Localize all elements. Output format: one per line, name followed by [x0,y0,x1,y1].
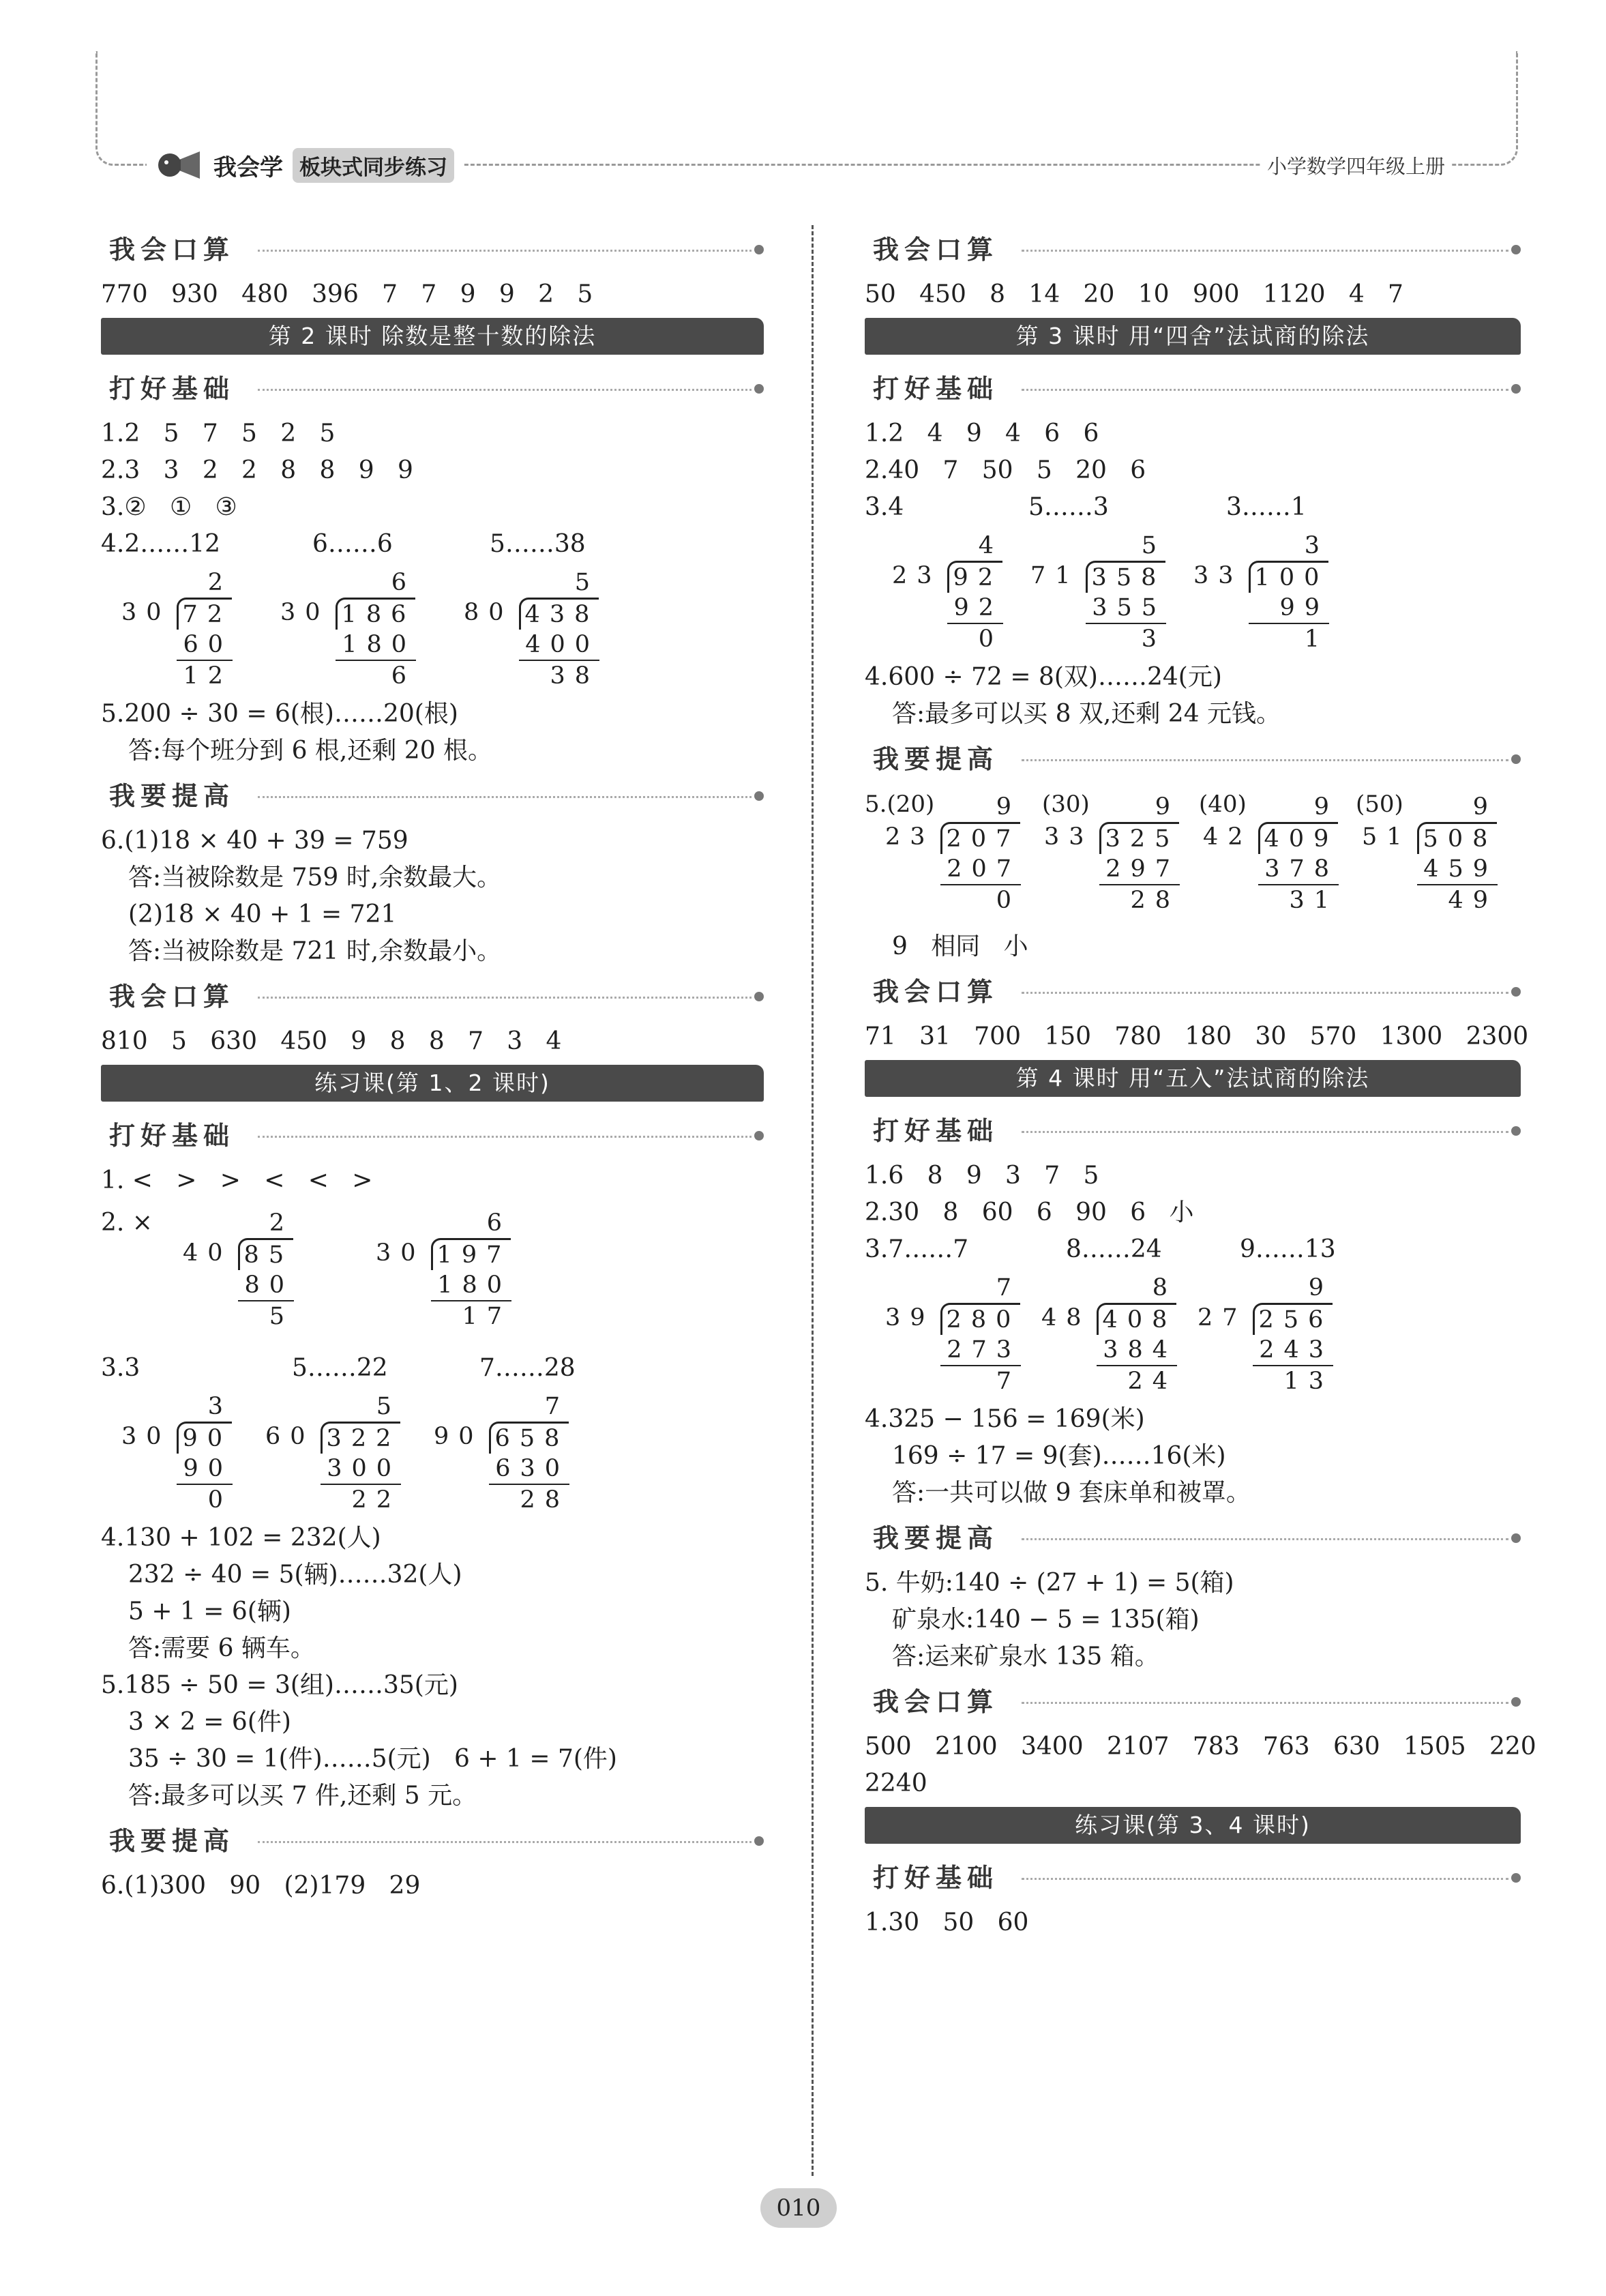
section-oral: 我会口算 [865,970,1521,1014]
subtrahend: 630 [489,1454,569,1485]
answer-line: 35 ÷ 30 = 1(件)……5(元) 6 + 1 = 7(件) [128,1745,617,1773]
long-division [265,1392,401,1515]
section-improve: 我要提高 [101,774,764,818]
column-divider [812,225,814,2176]
divisor: 80 [464,599,514,626]
answer-label: 6……6 [312,530,393,558]
answer-line: 770 930 480 396 7 7 9 9 2 5 [101,280,593,308]
subtrahend: 355 [1086,593,1166,624]
long-division [885,1273,1021,1396]
quotient: 3 [1304,532,1329,559]
divisor-dividend-row [464,598,599,630]
answer-line: 9 相同 小 [892,932,1028,960]
divisor-dividend-row [280,598,416,630]
divisor-dividend-row [1030,561,1166,593]
long-division [1044,792,1180,915]
remainder: 12 [183,662,233,690]
section-oral: 我会口算 [865,1680,1521,1724]
brand-tag: 板块式同步练习 [293,148,454,183]
lesson-bar: 第 2 课时 除数是整十数的除法 [101,318,764,355]
answer-line: 1.30 50 60 [865,1909,1029,1937]
dividend: 186 [336,598,416,630]
practice-bar: 练习课(第 1、2 课时) [101,1065,764,1102]
remainder: 6 [391,662,416,690]
subtrahend: 92 [947,593,1003,624]
remainder: 49 [1448,887,1498,914]
dividend: 322 [321,1422,401,1454]
section-improve: 我要提高 [865,1516,1521,1560]
remainder: 3 [1141,625,1166,653]
answer-line: 答:运来矿泉水 135 箱。 [892,1643,1159,1671]
dividend: 92 [947,561,1003,593]
divisor: 23 [892,562,942,589]
division-group [865,785,1521,924]
subtrahend: 300 [321,1454,401,1485]
long-division [280,568,416,691]
answer-label: 5……3 [1028,493,1109,521]
practice-bar: 练习课(第 3、4 课时) [865,1807,1521,1844]
subtrahend: 80 [238,1270,294,1301]
quotient: 8 [1152,1274,1177,1301]
divisor-dividend-row [885,1303,1021,1335]
subtrahend: 207 [940,854,1021,885]
answer-labels [101,531,764,558]
remainder: 5 [269,1303,294,1330]
section-basics: 打好基础 [865,1856,1521,1900]
divisor-dividend-row [1198,1303,1333,1335]
quotient: 6 [486,1209,511,1237]
section-basics: 打好基础 [865,1109,1521,1153]
answer-label: 3.4 [865,493,904,521]
divisor-dividend-row [121,1422,233,1454]
divisor: 90 [434,1423,484,1450]
remainder: 38 [550,662,599,690]
answer-line: 6.(1)300 90 (2)179 29 [101,1872,421,1900]
divisor-dividend-row [892,561,1003,593]
answer-line: 2.3 3 2 2 8 8 9 9 [101,456,413,484]
remainder: 13 [1283,1368,1333,1395]
divisor: 71 [1030,562,1080,589]
answer-labels [865,1236,1521,1263]
divisor: 60 [265,1423,315,1450]
long-division-row [162,1208,511,1331]
answer-label: (50) [1356,791,1403,818]
long-division [1193,531,1329,654]
remainder: 7 [996,1368,1021,1395]
right-column [865,225,1536,1946]
quotient: 4 [978,532,1003,559]
long-division [1362,792,1498,915]
answer-labels [101,1355,764,1382]
answer-label: 3……1 [1226,493,1307,521]
dividend: 72 [177,598,233,630]
left-column [101,225,764,1909]
remainder: 1 [1304,625,1329,653]
subtrahend: 99 [1249,593,1329,624]
divisor-dividend-row [1362,822,1498,854]
answer-line: 3 × 2 = 6(件) [128,1708,291,1736]
answer-line: 答:当被除数是 759 时,余数最大。 [128,864,502,892]
section-oral: 我会口算 [101,228,764,271]
divisor: 33 [1193,562,1243,589]
dividend: 197 [431,1238,511,1270]
answer-line: 5 + 1 = 6(辆) [128,1598,291,1625]
long-division [183,1208,294,1331]
remainder: 22 [351,1486,401,1514]
answer-label: 3.3 [101,1354,140,1382]
answer-line: 50 450 8 14 20 10 900 1120 4 7 [865,280,1403,308]
quotient: 6 [391,569,416,596]
answer-line: 答:每个班分到 6 根,还剩 20 根。 [128,737,493,765]
quotient: 7 [996,1274,1021,1301]
answer-label: 4.2……12 [101,530,221,558]
remainder: 17 [462,1303,511,1330]
answer-line: 2.30 8 60 6 90 6 小 [865,1198,1194,1226]
division-group [101,1204,764,1340]
subtrahend: 273 [940,1335,1021,1366]
answer-line: 71 31 700 150 780 180 30 570 1300 2300 [865,1022,1529,1050]
dividend: 358 [1086,561,1166,593]
quotient: 9 [1308,1274,1333,1301]
quotient: 5 [376,1393,401,1420]
answer-line: 答:当被除数是 721 时,余数最小。 [128,937,502,965]
long-division [892,531,1003,654]
answer-line: 810 5 630 450 9 8 8 7 3 4 [101,1027,562,1055]
subtrahend: 297 [1099,854,1180,885]
dividend: 408 [1097,1303,1177,1335]
answer-line: 4.130 + 102 = 232(人) [101,1524,381,1552]
dividend: 90 [177,1422,233,1454]
answer-line: 1.2 5 7 5 2 5 [101,420,336,447]
long-division-row [865,531,1521,654]
quotient: 3 [207,1393,233,1420]
long-division [1030,531,1166,654]
answer-line: 答:一共可以做 9 套床单和被罩。 [892,1479,1251,1507]
dividend: 85 [238,1238,294,1270]
long-division [885,792,1021,915]
dividend: 256 [1253,1303,1333,1335]
subtrahend: 459 [1417,854,1498,885]
lesson-bar: 第 4 课时 用“五入”法试商的除法 [865,1060,1521,1097]
answer-line: 5. 牛奶:140 ÷ (27 + 1) = 5(箱) [865,1569,1234,1597]
answer-label: 5……38 [490,530,586,558]
remainder: 0 [978,625,1003,653]
quotient: 5 [574,569,599,596]
long-division [121,1392,233,1515]
divisor: 42 [1203,823,1253,851]
divisor-dividend-row [121,598,233,630]
divisor: 27 [1198,1304,1247,1331]
answer-line: 500 2100 3400 2107 783 763 630 1505 220 [865,1733,1536,1761]
header-brand [147,145,462,186]
answer-label: 8……24 [1066,1235,1162,1263]
divisor: 48 [1041,1304,1091,1331]
answer-line: 169 ÷ 17 = 9(套)……16(米) [892,1442,1226,1470]
dividend: 508 [1417,822,1498,854]
divisor: 33 [1044,823,1094,851]
cross-mark: 2. × [101,1209,153,1237]
section-improve: 我要提高 [101,1819,764,1863]
subtrahend: 384 [1097,1335,1177,1366]
section-basics: 打好基础 [865,367,1521,411]
answer-label: 5.(20) [865,791,935,818]
divisor-dividend-row [1041,1303,1177,1335]
quotient: 9 [996,793,1021,821]
answer-line: 4.325 − 156 = 169(米) [865,1405,1145,1433]
answer-labels [865,494,1521,521]
answer-line: 答:最多可以买 7 件,还剩 5 元。 [128,1782,477,1810]
divisor: 30 [376,1239,426,1267]
long-division [1198,1273,1333,1396]
dividend: 100 [1249,561,1329,593]
divisor: 30 [121,1423,171,1450]
answer-line: 4.600 ÷ 72 = 8(双)……24(元) [865,663,1222,691]
long-division [1203,792,1339,915]
answer-line: 3.② ① ③ [101,493,237,521]
answer-label: 7……28 [479,1354,576,1382]
answer-line: 232 ÷ 40 = 5(辆)……32(人) [128,1561,462,1589]
divisor-dividend-row [376,1238,511,1270]
divisor: 23 [885,823,935,851]
answer-line: (2)18 × 40 + 1 = 721 [128,900,397,928]
long-division [376,1208,511,1331]
answer-line: 6.(1)18 × 40 + 39 = 759 [101,827,408,855]
subtrahend: 180 [336,630,416,661]
dividend: 325 [1099,822,1180,854]
page-number: 010 [760,2188,837,2228]
book-title: 小学数学四年级上册 [1262,151,1451,179]
divisor: 40 [183,1239,233,1267]
megaphone-icon [155,147,204,183]
divisor: 51 [1362,823,1412,851]
divisor-dividend-row [265,1422,401,1454]
divisor-dividend-row [1193,561,1329,593]
answer-label: 3.7……7 [865,1235,969,1263]
long-division-row [865,1273,1521,1396]
subtrahend: 180 [431,1270,511,1301]
answer-line: 5.200 ÷ 30 = 6(根)……20(根) [101,700,458,728]
divisor-dividend-row [885,822,1021,854]
section-oral: 我会口算 [101,975,764,1018]
remainder: 0 [207,1486,233,1514]
answer-line: 矿泉水:140 − 5 = 135(箱) [892,1606,1200,1634]
section-improve: 我要提高 [865,737,1521,781]
subtrahend: 243 [1253,1335,1333,1366]
answer-line: 答:最多可以买 8 双,还剩 24 元钱。 [892,700,1281,728]
dividend: 280 [940,1303,1021,1335]
answer-line: 1.6 8 9 3 7 5 [865,1162,1099,1190]
remainder: 24 [1127,1368,1177,1395]
section-basics: 打好基础 [101,367,764,411]
dividend: 438 [519,598,599,630]
divisor-dividend-row [1203,822,1339,854]
divisor: 30 [121,599,171,626]
subtrahend: 90 [177,1454,233,1485]
long-division [1041,1273,1177,1396]
section-basics: 打好基础 [101,1114,764,1158]
remainder: 28 [520,1486,569,1514]
answer-label: (30) [1042,791,1090,818]
answer-line: 2.40 7 50 5 20 6 [865,456,1146,484]
quotient: 5 [1141,532,1166,559]
quotient: 9 [1472,793,1498,821]
answer-label: 9……13 [1240,1235,1336,1263]
dividend: 658 [489,1422,569,1454]
remainder: 28 [1130,887,1180,914]
answer-line: 答:需要 6 辆车。 [128,1634,315,1662]
remainder: 0 [996,887,1021,914]
quotient: 9 [1155,793,1180,821]
answer-line: 1.2 4 9 4 6 6 [865,420,1099,447]
quotient: 2 [269,1209,294,1237]
dividend: 409 [1258,822,1339,854]
divisor-dividend-row [1044,822,1180,854]
long-division [464,568,599,691]
subtrahend: 378 [1258,854,1339,885]
subtrahend: 60 [177,630,233,661]
brand-name: 我会学 [213,153,283,181]
long-division-row [101,568,764,691]
answer-line: 1. < > > < < > [101,1166,373,1194]
divisor: 30 [280,599,330,626]
long-division [121,568,233,691]
quotient: 2 [207,569,233,596]
quotient: 7 [544,1393,569,1420]
answer-label: 5……22 [292,1354,388,1382]
remainder: 31 [1289,887,1339,914]
long-division [434,1392,569,1515]
answer-line: 2240 [865,1769,927,1797]
answer-label: (40) [1199,791,1247,818]
long-division-row [101,1392,764,1515]
divisor: 39 [885,1304,935,1331]
subtrahend: 400 [519,630,599,661]
dividend: 207 [940,822,1021,854]
quotient: 9 [1313,793,1339,821]
lesson-bar: 第 3 课时 用“四舍”法试商的除法 [865,318,1521,355]
divisor-dividend-row [434,1422,569,1454]
answer-line: 5.185 ÷ 50 = 3(组)……35(元) [101,1671,458,1699]
section-oral: 我会口算 [865,228,1521,271]
long-division-row [865,792,1498,915]
divisor-dividend-row [183,1238,294,1270]
